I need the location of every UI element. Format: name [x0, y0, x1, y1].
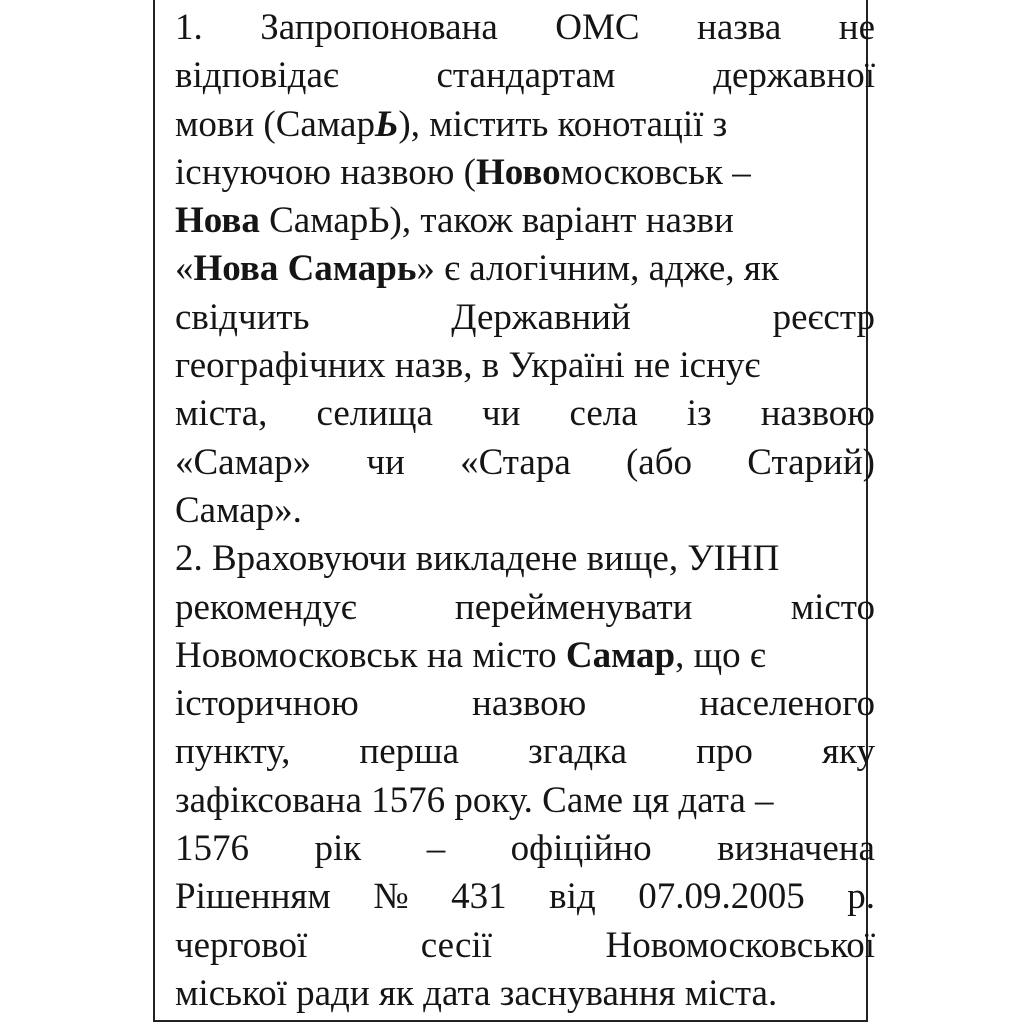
p1-line-9: міста, селища чи села із назвою — [175, 393, 875, 435]
p2-line-9: чергової сесії Новомосковської — [175, 924, 875, 966]
p1-line-7: свідчить Державний реєстр — [175, 296, 875, 338]
p1-line-5: Нова СамарЬ), також варіант назви — [175, 200, 734, 242]
p2-line-2: рекомендує перейменувати місто — [175, 586, 875, 628]
p2-line-1: 2. Враховуючи викладене вище, УІНП — [175, 538, 780, 580]
p1-line-10: «Самар» чи «Стара (або Старий) — [175, 441, 875, 483]
p1-line-3: мови (СамарЬ), містить конотації з — [175, 103, 728, 145]
p1-line-4: існуючою назвою (Новомосковськ – — [175, 151, 751, 193]
p2-line-10: міської ради як дата заснування міста. — [175, 972, 778, 1014]
p1-line-2: відповідає стандартам державної — [175, 55, 875, 97]
p2-line-4: історичною назвою населеного — [175, 683, 875, 725]
p1-line-8: географічних назв, в Україні не існує — [175, 345, 761, 387]
p2-line-5: пункту, перша згадка про яку — [175, 731, 875, 773]
p1-line-11: Самар». — [175, 489, 302, 531]
p2-line-6: зафіксована 1576 року. Саме ця дата – — [175, 779, 774, 821]
document-page — [153, 0, 875, 1022]
document-text — [175, 4, 875, 1018]
p1-line-6: «Нова Самарь» є алогічним, адже, як — [175, 248, 779, 290]
p2-line-3: Новомосковськ на місто Самар, що є — [175, 634, 766, 676]
p2-line-7: 1576 рік – офіційно визначена — [175, 828, 875, 870]
p2-line-8: Рішенням № 431 від 07.09.2005 р. — [175, 876, 875, 918]
p1-line-1: 1. Запропонована ОМС назва не — [175, 7, 875, 48]
